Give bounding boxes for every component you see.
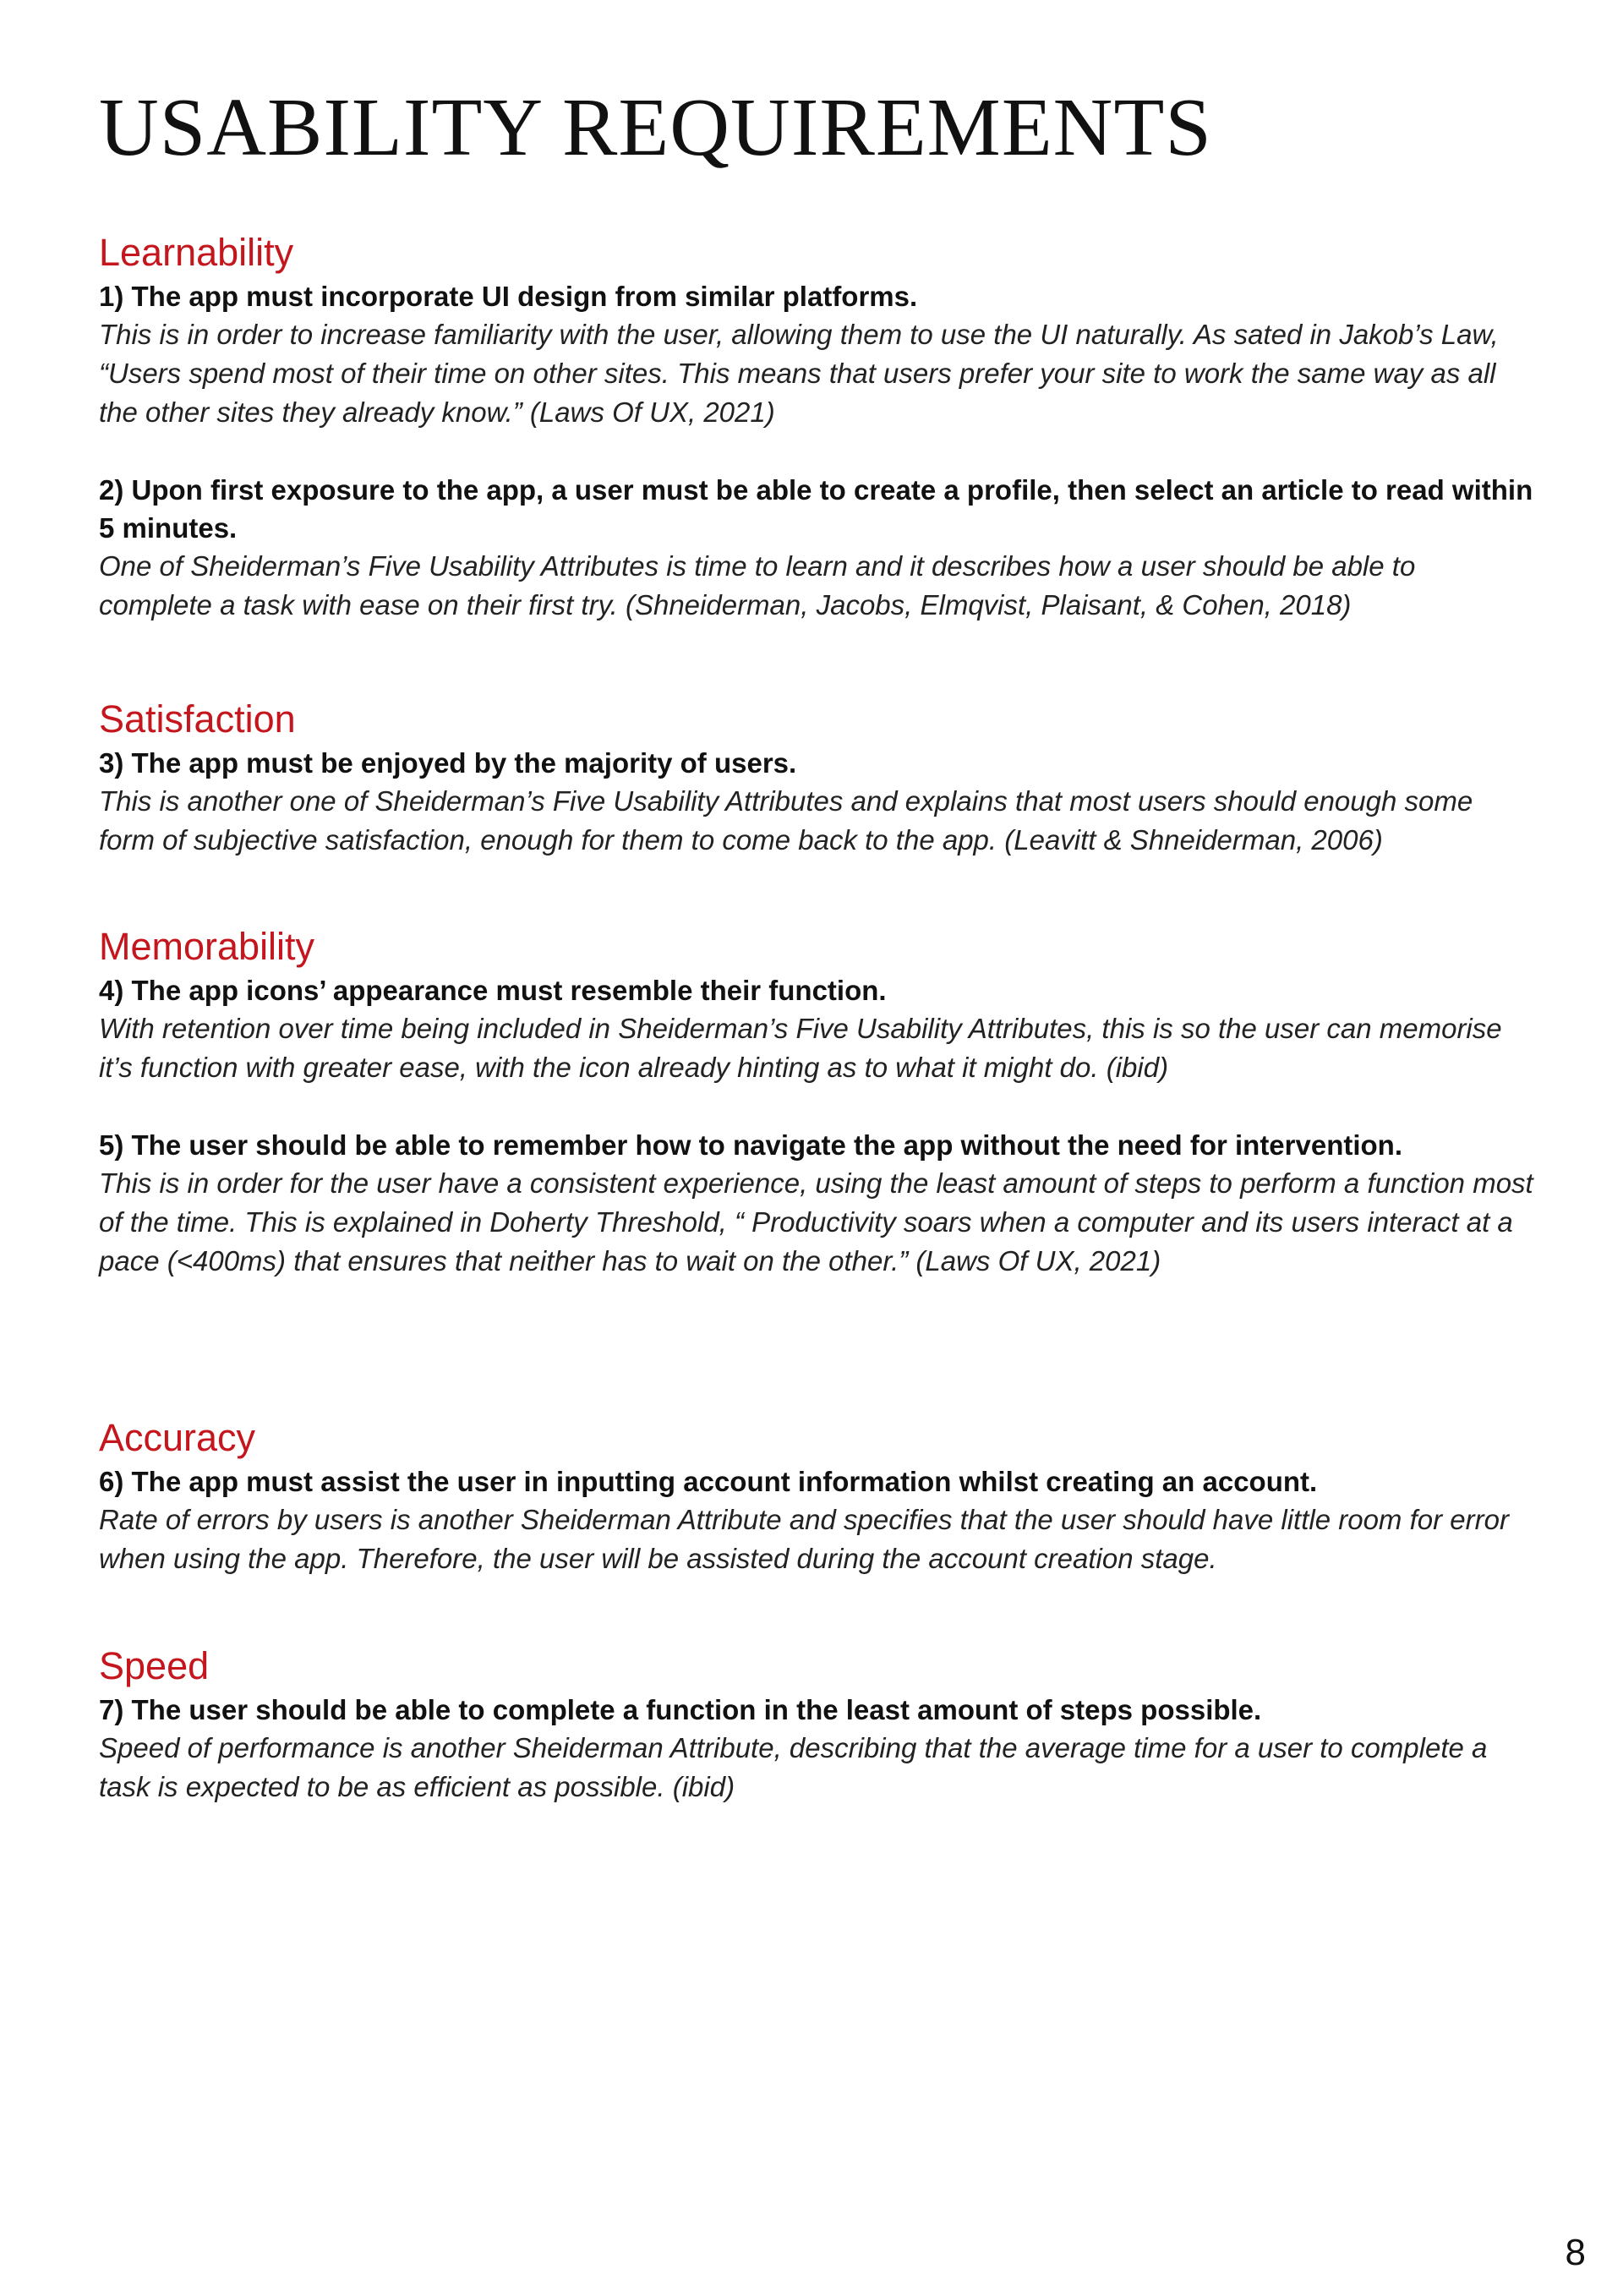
requirement-title: 1) The app must incorporate UI design from similar platforms. [99,281,918,312]
section-learnability [99,228,1536,625]
section-accuracy [99,1413,1536,1578]
section-speed [99,1642,1536,1807]
requirement-description: Speed of performance is another Sheiderman Attribute, describing that the average time for a user to complete a task is expected to be as efficient as possible. (ibid) [99,1732,1488,1802]
requirement-title: 6) The app must assist the user in inputting account information whilst creating an account. [99,1466,1318,1497]
requirement-title: 2) Upon first exposure to the app, a user must be able to create a profile, then select an article to read within 5 minutes. [99,474,1533,544]
section-heading: Accuracy [99,1416,256,1459]
requirement-4 [99,971,1536,1087]
requirement-title: 5) The user should be able to remember how to navigate the app without the need for intervention. [99,1129,1403,1161]
requirement-7 [99,1691,1536,1807]
requirement-description: This is another one of Sheiderman’s Five Usability Attributes and explains that most users should enough some form of subjective satisfaction, enough for them to come back to the app. (Leavitt & Shneiderman, 2006) [99,785,1473,856]
section-heading: Satisfaction [99,697,296,741]
requirement-2 [99,471,1536,625]
page-title: USABILITY REQUIREMENTS [99,82,1212,173]
requirement-1 [99,277,1536,432]
section-memorability [99,922,1536,1281]
requirement-description: With retention over time being included in Sheiderman’s Five Usability Attributes, this is so the user can memorise it’s function with greater ease, with the icon already hinting as to what it might do. (ibid) [99,1013,1502,1083]
section-satisfaction [99,695,1536,860]
requirement-title: 3) The app must be enjoyed by the majority of users. [99,747,797,779]
requirement-description: This is in order to increase familiarity with the user, allowing them to use the UI naturally. As sated in Jakob’s Law, “Users spend most of their time on other sites. This means that users prefer your site to work the same way as all the other sites they already know.” (Laws Of UX, 2021) [99,319,1499,428]
section-heading: Memorability [99,925,315,968]
requirement-title: 4) The app icons’ appearance must resemble their function. [99,975,887,1006]
requirement-5 [99,1126,1536,1281]
section-heading: Learnability [99,231,294,274]
requirement-3 [99,744,1536,860]
section-heading: Speed [99,1644,210,1687]
requirement-6 [99,1462,1536,1578]
requirement-description: This is in order for the user have a consistent experience, using the least amount of steps to perform a function most of the time. This is explained in Doherty Threshold, “ Productivity soars when a computer and its users interact at a pace (<400ms) that ensures that neither has to wait on the other.” (Laws Of UX, 2021) [99,1167,1533,1276]
page-number: 8 [1565,2232,1586,2273]
requirement-description: Rate of errors by users is another Sheiderman Attribute and specifies that the user should have little room for error when using the app. Therefore, the user will be assisted during the account creation stage. [99,1504,1509,1574]
requirement-title: 7) The user should be able to complete a function in the least amount of steps possible. [99,1694,1262,1725]
requirement-description: One of Sheiderman’s Five Usability Attributes is time to learn and it describes how a user should be able to complete a task with ease on their first try. (Shneiderman, Jacobs, Elmqvist, Plaisant, & Cohen, 2018) [99,550,1416,620]
